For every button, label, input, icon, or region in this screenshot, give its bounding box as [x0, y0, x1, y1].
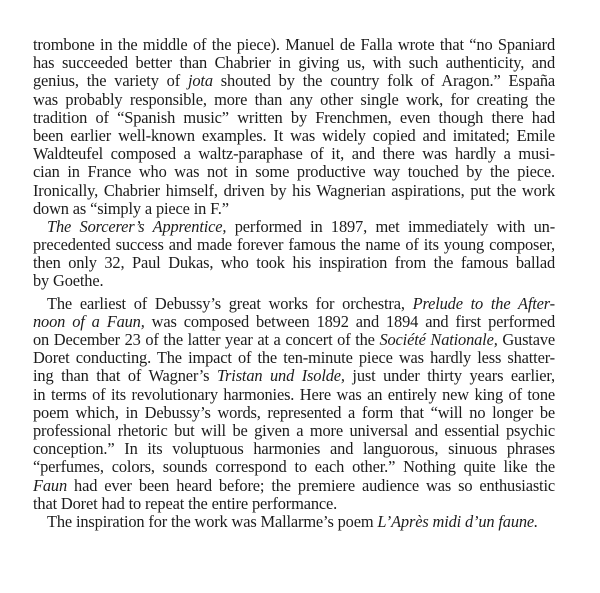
text-line: “perfumes, colors, sounds correspond to each other.” Nothing quite like the: [33, 457, 555, 477]
text-line: tradition of “Spanish music” written by Frenchmen, even though there had: [33, 107, 555, 127]
text-line: Ironically, Chabrier himself, driven by his Wagnerian aspirations, put the work: [33, 180, 555, 200]
text-line: trombone in the middle of the piece). Manuel de Falla wrote that “no Spaniard: [33, 35, 555, 54]
body-text: [33, 36, 555, 531]
text-line: professional rhetoric but will be given a more universal and essential psychic: [33, 420, 555, 440]
paragraph-debussy-faun: [33, 295, 555, 513]
paragraph-sorcerers-apprentice: [33, 218, 555, 291]
text-line: The Sorcerer’s Apprentice, performed in 1897, met immediately with un-: [47, 216, 555, 236]
text-line: cian in France who was not in some productive way touched by the piece.: [33, 162, 555, 182]
text-line: down as “simply a piece in F.”: [33, 198, 229, 218]
text-line: conception.” In its voluptuous harmonies and languorous, sinuous phrases: [33, 439, 555, 459]
text-line: on December 23 of the latter year at a concert of the Société Nationale, Gustave: [33, 330, 556, 349]
text-line: been earlier well-known examples. It was widely copied and imitated; Emile: [33, 125, 555, 145]
text-line: by Goethe.: [33, 271, 104, 291]
text-line: was probably responsible, more than any other single work, for creating the: [33, 89, 555, 109]
text-line: Waldteufel composed a waltz-paraphase of it, and there was hardly a musi-: [33, 144, 555, 164]
text-line: has succeeded better than Chabrier in giving us, with such authenticity, and: [33, 53, 555, 73]
text-line: noon of a Faun, was composed between 1892 and 1894 and first performed: [33, 311, 555, 331]
text-line: poem which, in Debussy’s words, represented a form that “will no longer be: [33, 402, 555, 422]
text-line: then only 32, Paul Dukas, who took his inspiration from the famous ballad: [33, 253, 555, 273]
text-line: ing than that of Wagner’s Tristan und Isolde, just under thirty years earlier,: [33, 366, 555, 386]
text-line: The inspiration for the work was Mallarme’s poem L’Après midi d’un faune.: [47, 511, 539, 531]
text-line: genius, the variety of jota shouted by the country folk of Aragon.” España: [33, 71, 555, 91]
text-line: precedented success and made forever famous the name of its young composer,: [33, 235, 555, 255]
text-line: Doret conducting. The impact of the ten-minute piece was hardly less shatter-: [33, 348, 555, 368]
text-line: in terms of its revolutionary harmonies. Here was an entirely new king of tone: [33, 384, 555, 404]
paragraph-chabrier-espana: [33, 36, 555, 218]
text-line: The earliest of Debussy’s great works for orchestra, Prelude to the After-: [47, 293, 555, 313]
text-line: that Doret had to repeat the entire performance.: [33, 493, 338, 513]
text-line: Faun had ever been heard before; the premiere audience was so enthusiastic: [33, 475, 555, 495]
paragraph-mallarme-poem: [33, 513, 555, 531]
